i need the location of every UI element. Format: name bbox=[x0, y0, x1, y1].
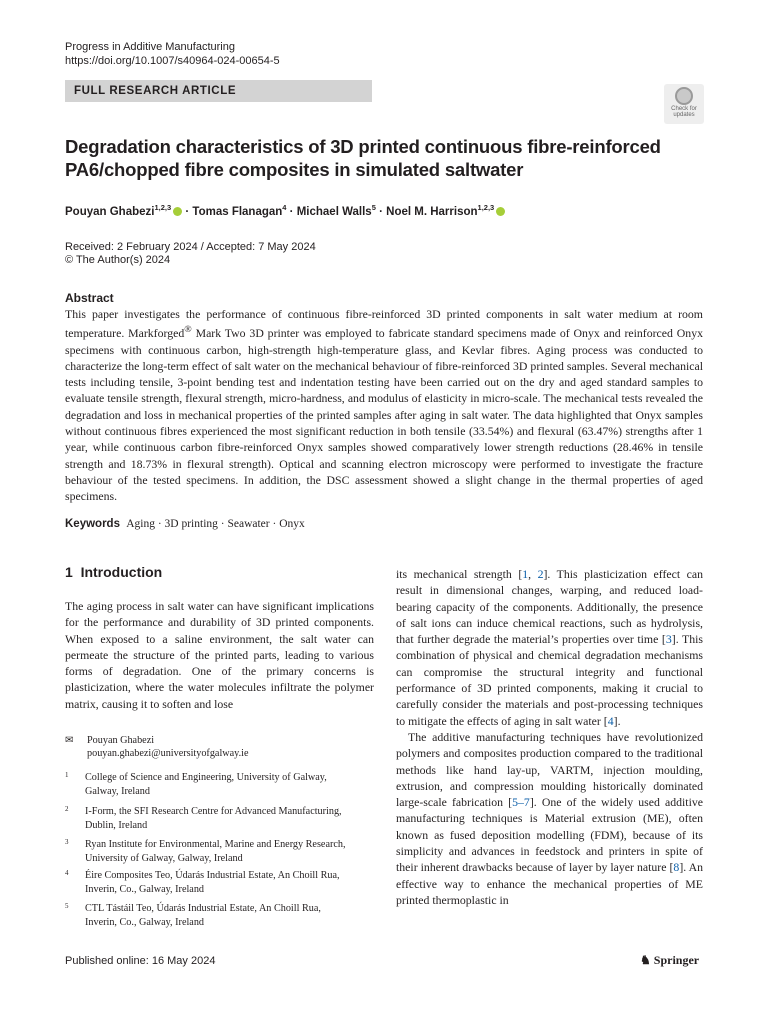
springer-horse-icon: ♞ bbox=[640, 953, 651, 967]
section-heading bbox=[65, 564, 162, 580]
affiliation-number: 4 bbox=[65, 869, 69, 877]
affiliation-item bbox=[65, 838, 355, 865]
text-run: ]. An effective way to enhance the mechanical properties of ME printed thermoplastic in bbox=[396, 860, 703, 907]
corresponding-name: Pouyan Ghabezi bbox=[87, 735, 155, 746]
affiliation-text: CTL Tástáil Teo, Údarás Industrial Estate, An Choill Rua, Inverin, Co., Galway, Ireland bbox=[85, 903, 321, 928]
section-title: Introduction bbox=[80, 564, 163, 580]
copyright: © The Author(s) 2024 bbox=[65, 254, 171, 266]
journal-name: Progress in Additive Manufacturing bbox=[65, 41, 235, 53]
citation-link[interactable]: 3 bbox=[665, 632, 672, 647]
publisher-name: Springer bbox=[653, 953, 700, 967]
received-accepted: Received: 2 February 2024 / Accepted: 7 May 2024 bbox=[65, 241, 316, 253]
author-affil-sup: 1,2,3 bbox=[154, 203, 172, 212]
corresponding-author bbox=[65, 734, 248, 760]
section-number: 1 bbox=[65, 564, 73, 580]
text-run: ]. bbox=[613, 713, 621, 728]
text-run: ]. One of the widely used additive manufacturing techniques is Material extrusion (ME), often known as fused deposition modelling (FDM), because of its simplicity and advances in feedstock and printers in spite of their inherent drawbacks because of layer by layer nature [ bbox=[396, 795, 703, 875]
intro-paragraph-continued bbox=[396, 566, 703, 729]
text-run: its mechanical strength [ bbox=[396, 567, 523, 581]
envelope-icon: ✉ bbox=[65, 735, 74, 746]
published-date: Published online: 16 May 2024 bbox=[65, 955, 216, 967]
affiliation-number: 3 bbox=[65, 838, 69, 846]
abstract-text bbox=[65, 306, 703, 504]
keywords-label: Keywords bbox=[65, 518, 120, 530]
check-updates-label-1: Check for bbox=[671, 106, 697, 112]
corresponding-email[interactable]: pouyan.ghabezi@universityofgalway.ie bbox=[87, 748, 249, 759]
author-separator: · bbox=[379, 205, 383, 218]
affiliation-item bbox=[65, 771, 355, 798]
affiliation-text: I-Form, the SFI Research Centre for Advanced Manufacturing, Dublin, Ireland bbox=[85, 806, 342, 831]
affiliation-number: 1 bbox=[65, 771, 69, 779]
article-type-banner: FULL RESEARCH ARTICLE bbox=[65, 80, 372, 102]
affiliation-item bbox=[65, 902, 355, 929]
author-affil-sup: 4 bbox=[282, 203, 287, 212]
affiliation-text: Éire Composites Teo, Údarás Industrial Estate, An Choill Rua, Inverin, Co., Galway, Ireland bbox=[85, 870, 340, 895]
affiliation-item bbox=[65, 869, 355, 896]
keywords-list: Aging · 3D printing · Seawater · Onyx bbox=[126, 518, 305, 530]
orcid-icon[interactable] bbox=[173, 207, 182, 216]
intro-paragraph-left: The aging process in salt water can have significant implications for the performance and durability of 3D printed components. When exposed to a saline environment, the salt water can permeate the structure of the printed parts, leading to various forms of degradation. One of the primary concerns is plasticization, where the water molecules infiltrate the polymer matrix, causing it to soften and lose bbox=[65, 599, 374, 711]
author-affil-sup: 5 bbox=[371, 203, 376, 212]
abstract-heading: Abstract bbox=[65, 291, 114, 305]
citation-link[interactable]: 8 bbox=[673, 860, 680, 875]
keywords bbox=[65, 518, 305, 530]
text-run: ]. This combination of physical and chemical degradation mechanisms can compromise the structural integrity and functional performance of 3D printed components, making it crucial to carefully consider the materials and post-processing techniques to mitigate the effects of aging in salt water [ bbox=[396, 632, 703, 728]
doi-link[interactable]: https://doi.org/10.1007/s40964-024-00654-5 bbox=[65, 55, 280, 67]
author-name: Tomas Flanagan bbox=[192, 205, 283, 218]
text-run: The additive manufacturing techniques have revolutionized polymers and composites production compared to the traditional methods like hand lay-up, VARTM, injection moulding, extrusion, and compression moulding historically dominated large-scale fabrication [ bbox=[396, 729, 703, 810]
text-run: , bbox=[528, 567, 538, 581]
orcid-icon[interactable] bbox=[496, 207, 505, 216]
citation-link[interactable]: 2 bbox=[537, 567, 544, 581]
citation-link[interactable]: 1 bbox=[522, 567, 529, 581]
affiliation-text: College of Science and Engineering, University of Galway, Galway, Ireland bbox=[85, 772, 327, 797]
publisher-logo bbox=[640, 953, 699, 968]
affiliation-item bbox=[65, 805, 355, 832]
affiliation-text: Ryan Institute for Environmental, Marine and Energy Research, University of Galway, Galway, Ireland bbox=[85, 839, 346, 864]
citation-link[interactable]: 4 bbox=[607, 713, 614, 728]
check-updates-label-2: updates bbox=[673, 112, 695, 118]
author-name: Pouyan Ghabezi bbox=[65, 205, 155, 218]
check-for-updates-button[interactable] bbox=[664, 84, 704, 124]
author-name: Noel M. Harrison bbox=[386, 205, 478, 218]
abstract-text-part: This paper investigates the performance of continuous fibre-reinforced 3D printed components in salt water medium at room temperature. Markforged bbox=[65, 307, 703, 341]
abstract-text-part: Mark Two 3D printer was employed to fabricate standard specimens made of Onyx and reinforced Onyx specimens with continuous carbon, high-strength high-temperature glass, and Kevlar fibres. Aging process was conducted to characterize the long-term effect of salt water on the mechanical behaviour of fibre-reinforced 3D printed samples. Several mechanical tests including tensile, 3-point bending test and indentation testing have been carried out on the dry and aged standard samples to evaluate tensile strength, flexural strength, micro-hardness, and modulus of elasticity in micro-scale. The mechanical tests revealed the degradation and loss in mechanical properties of the printed samples after aging in salt water. The data highlighted that Onyx samples without continuous fibres experienced the most significant reduction in both tensile (33.54%) and flexural (63.47%) strengths after 1 year, while continuous carbon fibre-reinforced Onyx samples showed comparatively lower strength reductions (28.46% in tensile strength and 18.73% in flexural strength). Optical and scanning electron microscopy were performed to investigate the fracture behaviour of the tested specimens. In addition, the DSC assessment showed a slight change in the thermal properties of aged specimens. bbox=[65, 326, 703, 504]
author-separator: · bbox=[185, 205, 190, 218]
right-column bbox=[396, 566, 703, 908]
article-title: Degradation characteristics of 3D printed continuous fibre-reinforced PA6/chopped fibre composites in simulated saltwater bbox=[65, 136, 661, 180]
article-dates bbox=[65, 241, 316, 267]
journal-header bbox=[65, 40, 280, 68]
affiliation-number: 2 bbox=[65, 805, 69, 813]
check-updates-icon bbox=[675, 87, 693, 105]
author-separator: · bbox=[289, 205, 294, 218]
citation-link[interactable]: 5–7 bbox=[512, 795, 530, 810]
author-name: Michael Walls bbox=[296, 205, 372, 218]
intro-paragraph-2 bbox=[396, 729, 703, 908]
trademark-symbol: ® bbox=[184, 324, 192, 336]
author-list bbox=[65, 203, 505, 218]
text-run: ]. This plasticization effect can result in dimensional changes, warping, and reduced load-bearing capacity of the components. Additionally, the presence of salt ions can induce chemical reactions, such as hydrolysis, that further degrade the material’s properties over time [ bbox=[396, 567, 703, 647]
affiliation-number: 5 bbox=[65, 902, 69, 910]
author-affil-sup: 1,2,3 bbox=[477, 203, 495, 212]
